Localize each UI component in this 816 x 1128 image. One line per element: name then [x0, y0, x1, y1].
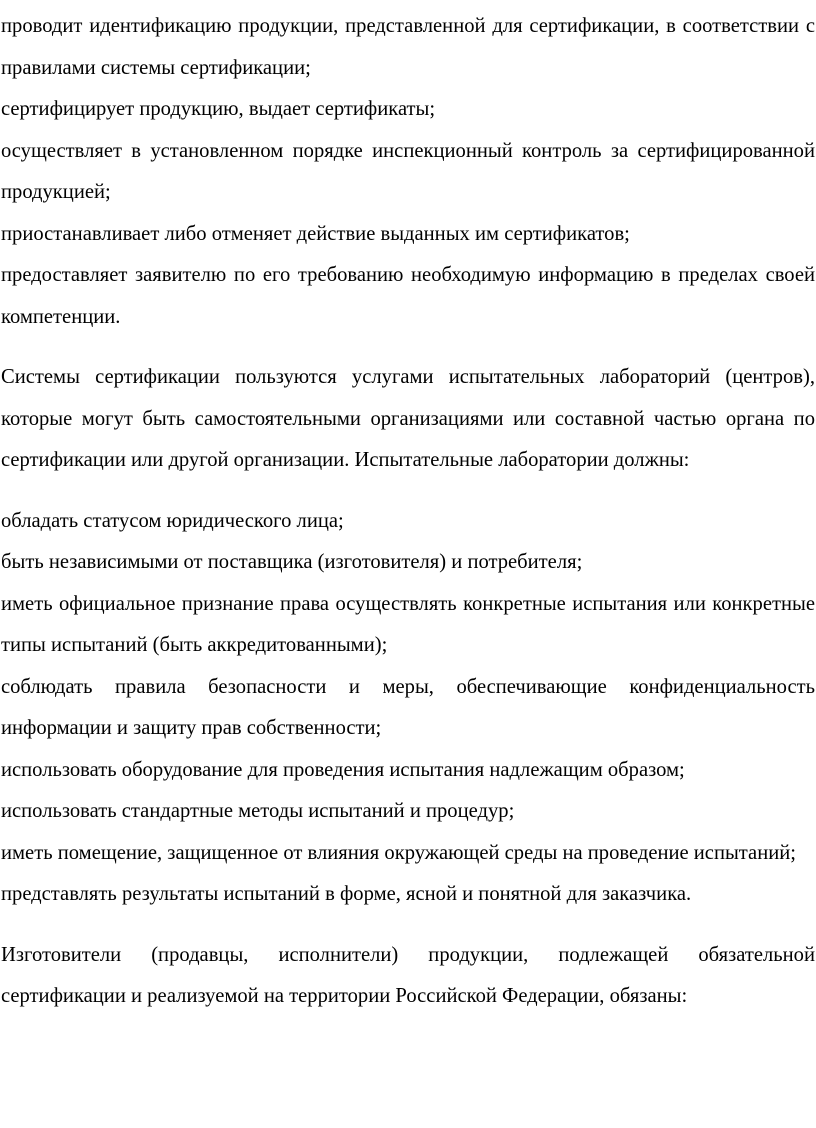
paragraph: представлять результаты испытаний в форме, ясной и понятной для заказчика.: [1, 883, 692, 905]
manufacturers-obligations-intro: [1, 935, 815, 1018]
paragraph: соблюдать правила безопасности и меры, обеспечивающие конфиденциальность информации и защиту прав собственности;: [1, 675, 815, 739]
paragraph: быть независимыми от поставщика (изготовителя) и потребителя;: [1, 551, 583, 573]
paragraph: предоставляет заявителю по его требованию необходимую информацию в пределах своей компетенции.: [1, 264, 815, 328]
paragraph: Изготовители (продавцы, исполнители) продукции, подлежащей обязательной сертификации и реализуемой на территории Российской Федерации, обязаны:: [1, 943, 815, 1007]
paragraph: иметь помещение, защищенное от влияния окружающей среды на проведение испытаний;: [1, 841, 796, 864]
certification-body-duties: [1, 6, 815, 338]
paragraph: использовать оборудование для проведения испытания надлежащим образом;: [1, 758, 685, 781]
paragraph-gap: [1, 338, 815, 357]
paragraph: Системы сертификации пользуются услугами испытательных лабораторий (центров), которые могут быть самостоятельными организациями или составной частью органа по сертификации или другой организации. Испытательные лаборатории должны:: [1, 366, 815, 471]
paragraph: использовать стандартные методы испытаний и процедур;: [1, 800, 515, 822]
paragraph: проводит идентификацию продукции, представленной для сертификации, в соответствии с правилами системы сертификации;: [1, 15, 815, 79]
paragraph: обладать статусом юридического лица;: [1, 509, 344, 532]
paragraph: осуществляет в установленном порядке инспекционный контроль за сертифицированной продукцией;: [1, 139, 815, 203]
paragraph: сертифицирует продукцию, выдает сертификаты;: [1, 98, 436, 120]
paragraph: приостанавливает либо отменяет действие выданных им сертификатов;: [1, 222, 630, 245]
paragraph: иметь официальное признание права осуществлять конкретные испытания или конкретные типы испытаний (быть аккредитованными);: [1, 592, 815, 656]
testing-labs-intro: [1, 357, 815, 482]
paragraph-gap: [1, 482, 815, 501]
testing-labs-requirements: [1, 501, 815, 916]
paragraph-gap: [1, 916, 815, 935]
